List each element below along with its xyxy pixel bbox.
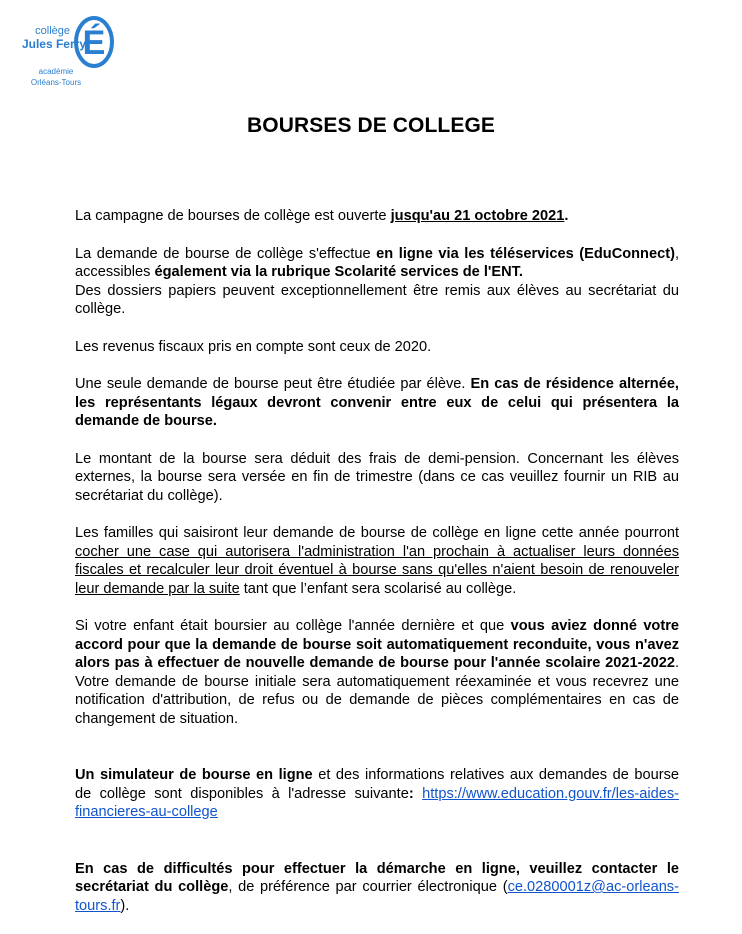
- text: [414, 786, 422, 802]
- text: et des informations relatives aux demandes de bourse de collège sont disponibles à l'adresse suivante: [75, 767, 679, 802]
- text: Une seule demande de bourse peut être étudiée par élève.: [75, 376, 471, 392]
- emphasis: également via la rubrique Scolarité services de l'ENT.: [154, 264, 523, 280]
- text: , accessibles: [75, 245, 679, 280]
- logo-line1: collège: [35, 25, 70, 37]
- logo-line4: Orléans-Tours: [30, 78, 82, 87]
- logo-line2: Jules Ferry: [21, 37, 86, 51]
- text: Des dossiers papiers peuvent exceptionnellement être remis aux élèves au secrétariat du collège.: [75, 282, 679, 317]
- emphasis: Un simulateur de bourse en ligne: [75, 767, 313, 783]
- text: , de préférence par courrier électronique (: [228, 879, 508, 895]
- text: ).: [120, 897, 130, 914]
- email-link[interactable]: ce.0280001z@ac-orleans-tours.fr: [75, 879, 679, 914]
- text: Si votre enfant était boursier au collège l'année dernière et que: [75, 618, 511, 634]
- text: .: [564, 208, 569, 224]
- text: Les revenus fiscaux pris en compte sont ceux de 2020.: [75, 338, 432, 355]
- text: Les familles qui saisiront leur demande de bourse de collège en ligne cette année pourront: [75, 525, 679, 541]
- paragraph-families: [75, 524, 679, 598]
- paragraph-amount: [75, 450, 679, 506]
- text: . Votre demande de bourse initiale sera automatiquement réexaminée et vous recevrez une notification d'attribution, de refus ou de demande de pièces complémentaires en cas de changement de situation.: [75, 655, 679, 727]
- college-logo-icon: [14, 6, 118, 90]
- paragraph-revenues: [75, 338, 679, 357]
- emphasis: en ligne via les téléservices (EduConnect): [376, 245, 675, 262]
- text: Le montant de la bourse sera déduit des frais de demi-pension. Concernant les élèves externes, la bourse sera versée en fin de trimestre (dans ce cas veuillez fournir un RIB au secrétariat du collège).: [75, 450, 679, 504]
- text: :: [408, 785, 414, 802]
- paragraph-simulator: [75, 766, 679, 822]
- logo-line3: académie: [38, 67, 74, 76]
- text: La campagne de bourses de collège est ouverte: [75, 208, 391, 224]
- page-title: BOURSES DE COLLEGE: [247, 114, 495, 137]
- paragraph-contact: [75, 860, 679, 916]
- emphasis: En cas de résidence alternée, les représentants légaux devront convenir entre eux de celui qui présentera la demande de bourse.: [75, 376, 679, 429]
- paragraph-single-request: [75, 375, 679, 431]
- paragraph-renewal: [75, 617, 679, 728]
- underlined-text: cocher une case qui autorisera l'administration l'an prochain à actualiser leurs données fiscales et recalculer leur droit éventuel à bourse sans qu'elles n'aient besoin de renouveler leur demande par la suite: [75, 543, 679, 597]
- logo-mark: É: [82, 24, 106, 62]
- emphasis: vous aviez donné votre accord pour que la demande de bourse soit automatiquement reconduite, vous n'avez alors pas à effectuer de nouvelle demande de bourse pour l'année scolaire 2021-2022: [75, 618, 680, 671]
- emphasis: En cas de difficultés pour effectuer la démarche en ligne, veuillez contacter le secrétariat du collège: [75, 860, 679, 895]
- text: La demande de bourse de collège s'effectue: [75, 245, 377, 262]
- college-logo: [14, 6, 118, 90]
- deadline: jusqu'au 21 octobre 2021: [390, 208, 565, 224]
- simulator-link[interactable]: https://www.education.gouv.fr/les-aides-financieres-au-college: [75, 785, 679, 820]
- text: tant que l’enfant sera scolarisé au collège.: [239, 580, 517, 597]
- paragraph-campaign: [75, 207, 679, 226]
- paragraph-online-request: [75, 245, 679, 319]
- document-body: [75, 207, 679, 934]
